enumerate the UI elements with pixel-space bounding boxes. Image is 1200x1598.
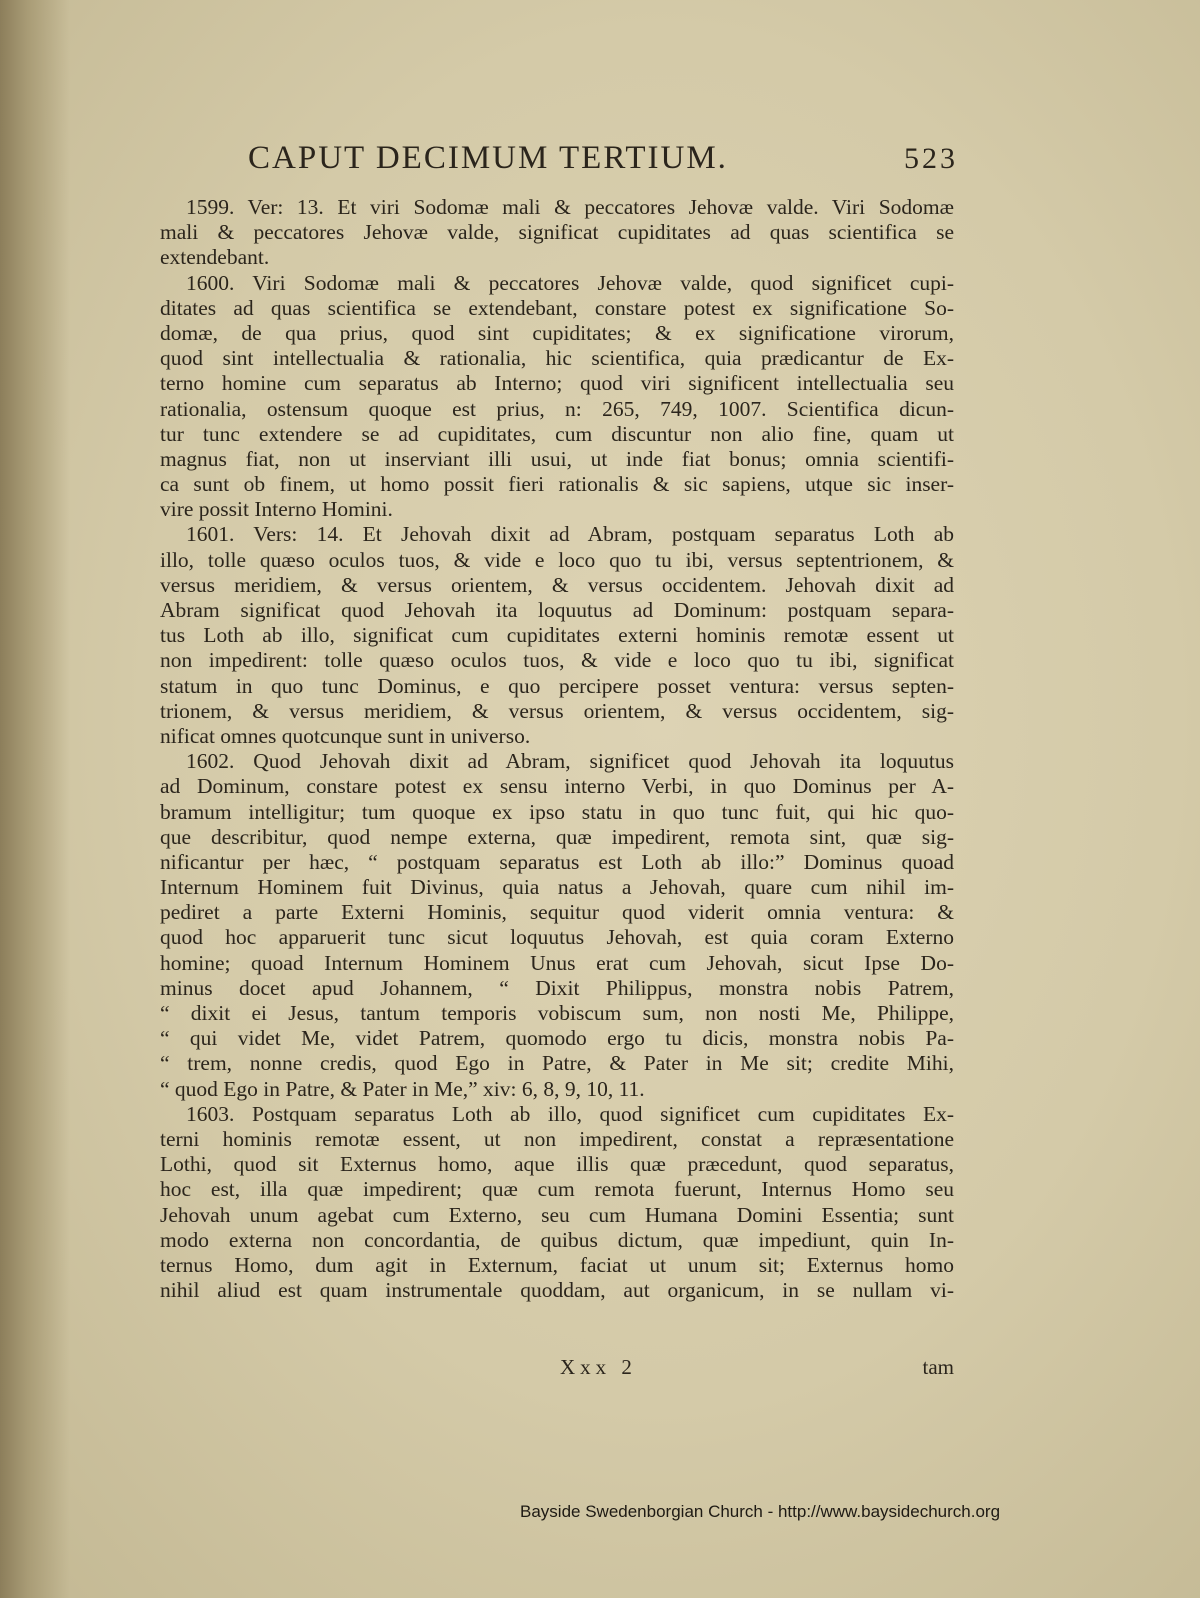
text-line: terni hominis remotæ essent, ut non impedirent, constat a repræsentatione (160, 1126, 954, 1151)
text-line: modo externa non concordantia, de quibus dictum, quæ impediunt, quin In- (160, 1227, 954, 1252)
text-line: Abram significat quod Jehovah ita loquutus ad Dominum: postquam separa- (160, 598, 954, 622)
text-line: Jehovah unum agebat cum Externo, seu cum Humana Domini Essentia; sunt (160, 1202, 954, 1227)
text-line: statum in quo tunc Dominus, e quo percipere posset ventura: versus septen- (160, 673, 954, 698)
text-line: 1602. Quod Jehovah dixit ad Abram, significet quod Jehovah ita loquutus (186, 749, 954, 774)
text-line: rationalia, ostensum quoque est prius, n: 265, 749, 1007. Scientifica dicun- (160, 396, 954, 421)
text-line: que describitur, quod nempe externa, quæ impedirent, remota sint, quæ sig- (160, 824, 954, 849)
footer-credit: Bayside Swedenborgian Church - http://www.baysidechurch.org (520, 1502, 1001, 1521)
text-line: ternus Homo, dum agit in Externum, faciat ut unum sit; Externus homo (160, 1252, 954, 1277)
text-line: hoc est, illa quæ impedirent; quæ cum remota fuerunt, Internus Homo seu (160, 1177, 954, 1202)
text-line: Internum Hominem fuit Divinus, quia natus a Jehovah, quare cum nihil im- (160, 875, 954, 900)
text-line: ca sunt ob finem, ut homo possit fieri rationalis & sic sapiens, utque sic inser- (160, 472, 954, 497)
text-line: mali & peccatores Jehovæ valde, significat cupiditates ad quas scientifica se (160, 220, 954, 245)
text-line: ad Dominum, constare potest ex sensu interno Verbi, in quo Dominus per A- (160, 774, 954, 799)
running-header (248, 140, 958, 177)
text-line: quod hoc apparuerit tunc sicut loquutus Jehovah, est quia coram Externo (160, 925, 954, 950)
catchword: tam (922, 1355, 954, 1379)
text-line: terno homine cum separatus ab Interno; quod viri significent intellectualia seu (160, 371, 954, 396)
text-line: extendebant. (160, 245, 270, 270)
chapter-title: CAPUT DECIMUM TERTIUM. (248, 140, 728, 176)
signature-mark: Xxx 2 (560, 1355, 637, 1379)
page-gutter-shadow (0, 0, 70, 1598)
text-line: 1601. Vers: 14. Et Jehovah dixit ad Abram, postquam separatus Loth ab (186, 522, 954, 547)
text-line: vire possit Interno Homini. (160, 497, 393, 522)
text-line: tur tunc extendere se ad cupiditates, cum discuntur non alio fine, quam ut (160, 421, 954, 446)
text-line: quod sint intellectualia & rationalia, hic scientifica, quia prædicantur de Ex- (160, 346, 954, 371)
text-line: “ quod Ego in Patre, & Pater in Me,” xiv: 6, 8, 9, 10, 11. (160, 1076, 645, 1101)
text-line: non impedirent: tolle quæso oculos tuos, & vide e loco quo tu ibi, significat (160, 648, 954, 673)
text-line: ditates ad quas scientifica se extendebant, constare potest ex significatione So- (160, 295, 954, 320)
text-line: homine; quoad Internum Hominem Unus erat cum Jehovah, sicut Ipse Do- (160, 950, 954, 975)
text-line: bramum intelligitur; tum quoque ex ipso statu in quo tunc fuit, qui hic quo- (160, 799, 954, 824)
text-line: pediret a parte Externi Hominis, sequitur quod viderit omnia ventura: & (160, 900, 954, 925)
text-line: minus docet apud Johannem, “ Dixit Philippus, monstra nobis Patrem, (160, 975, 954, 1000)
text-line: versus meridiem, & versus orientem, & versus occidentem. Jehovah dixit ad (160, 572, 954, 597)
text-line: illo, tolle quæso oculos tuos, & vide e loco quo tu ibi, versus septentrionem, & (160, 547, 954, 572)
text-line: nificat omnes quotcunque sunt in universo. (160, 723, 531, 748)
body-text (160, 195, 954, 1303)
text-line: 1603. Postquam separatus Loth ab illo, quod significet cum cupiditates Ex- (186, 1101, 954, 1126)
signature-line (560, 1355, 954, 1380)
text-line: “ qui videt Me, videt Patrem, quomodo ergo tu dicis, monstra nobis Pa- (160, 1026, 954, 1051)
text-line: 1600. Viri Sodomæ mali & peccatores Jehovæ valde, quod significet cupi- (186, 270, 954, 295)
text-line: “ dixit ei Jesus, tantum temporis vobiscum sum, non nosti Me, Philippe, (160, 1001, 954, 1025)
text-line: nihil aliud est quam instrumentale quoddam, aut organicum, in se nullam vi- (160, 1278, 954, 1303)
page-number: 523 (904, 142, 958, 175)
text-line: tus Loth ab illo, significat cum cupiditates externi hominis remotæ essent ut (160, 623, 954, 648)
text-line: nificantur per hæc, “ postquam separatus est Loth ab illo:” Dominus quoad (160, 849, 954, 874)
text-line: domæ, de qua prius, quod sint cupiditates; & ex significatione virorum, (160, 320, 954, 345)
text-line: magnus fiat, non ut inserviant illi usui, ut inde fiat bonus; omnia scientifi- (160, 446, 954, 471)
text-line: trionem, & versus meridiem, & versus orientem, & versus occidentem, sig- (160, 698, 954, 723)
text-line: 1599. Ver: 13. Et viri Sodomæ mali & peccatores Jehovæ valde. Viri Sodomæ (186, 195, 954, 219)
text-line: “ trem, nonne credis, quod Ego in Patre, & Pater in Me sit; credite Mihi, (160, 1051, 954, 1076)
text-line: Lothi, quod sit Externus homo, aque illis quæ præcedunt, quod separatus, (160, 1152, 954, 1177)
